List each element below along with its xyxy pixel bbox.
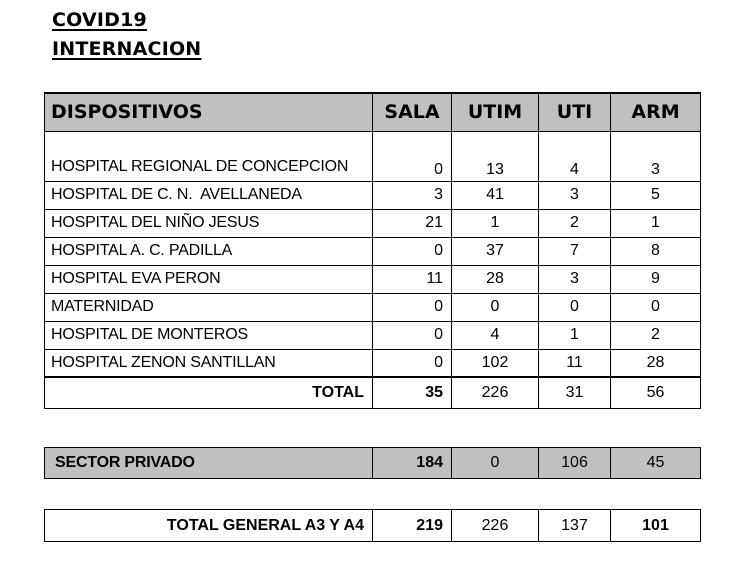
internacion-table [44,92,701,409]
table-row [45,349,701,377]
row-sala: 3 [373,181,452,209]
privado-uti: 106 [539,448,611,479]
row-name: HOSPITAL DEL NIÑO JESUS [45,209,373,237]
row-utim: 13 [452,131,539,181]
row-uti: 0 [539,293,611,321]
row-sala: 0 [373,321,452,349]
row-uti: 2 [539,209,611,237]
sector-privado-row [45,448,701,479]
privado-arm: 45 [611,448,701,479]
table-row [45,181,701,209]
general-utim: 226 [452,510,539,542]
header-row [45,93,701,131]
row-name: HOSPITAL A. C. PADILLA [45,237,373,265]
row-arm: 0 [611,293,701,321]
header-uti: UTI [539,93,611,131]
privado-label: SECTOR PRIVADO [45,448,373,479]
row-uti: 7 [539,237,611,265]
header-dispositivos: DISPOSITIVOS [45,93,373,131]
row-name: HOSPITAL EVA PERON [45,265,373,293]
row-name: HOSPITAL DE C. N. AVELLANEDA [45,181,373,209]
sector-privado-table [44,447,701,479]
table-row [45,321,701,349]
row-utim: 1 [452,209,539,237]
row-name: HOSPITAL DE MONTEROS [45,321,373,349]
total-row [45,377,701,408]
row-utim: 0 [452,293,539,321]
total-utim: 226 [452,377,539,408]
row-uti: 1 [539,321,611,349]
title-covid19: COVID19 [52,9,147,31]
row-arm: 28 [611,349,701,377]
row-name: HOSPITAL ZENON SANTILLAN [45,349,373,377]
table-row [45,131,701,181]
row-arm: 9 [611,265,701,293]
row-sala: 21 [373,209,452,237]
row-uti: 11 [539,349,611,377]
general-sala: 219 [373,510,452,542]
row-arm: 1 [611,209,701,237]
table-row [45,209,701,237]
row-sala: 0 [373,349,452,377]
row-utim: 102 [452,349,539,377]
row-name: MATERNIDAD [45,293,373,321]
table-row [45,237,701,265]
row-name: HOSPITAL REGIONAL DE CONCEPCION [45,131,373,181]
row-uti: 4 [539,131,611,181]
row-sala: 0 [373,293,452,321]
row-sala: 0 [373,131,452,181]
table-row [45,265,701,293]
total-general-table [44,509,701,542]
row-arm: 2 [611,321,701,349]
row-utim: 4 [452,321,539,349]
row-arm: 8 [611,237,701,265]
row-sala: 0 [373,237,452,265]
general-uti: 137 [539,510,611,542]
privado-sala: 184 [373,448,452,479]
general-arm: 101 [611,510,701,542]
general-label: TOTAL GENERAL A3 Y A4 [45,510,373,542]
row-arm: 3 [611,131,701,181]
total-arm: 56 [611,377,701,408]
privado-utim: 0 [452,448,539,479]
header-arm: ARM [611,93,701,131]
row-arm: 5 [611,181,701,209]
table-row [45,293,701,321]
row-utim: 28 [452,265,539,293]
row-uti: 3 [539,265,611,293]
row-uti: 3 [539,181,611,209]
row-utim: 41 [452,181,539,209]
header-sala: SALA [373,93,452,131]
title-internacion: INTERNACION [52,38,202,60]
total-uti: 31 [539,377,611,408]
header-utim: UTIM [452,93,539,131]
total-label: TOTAL [45,377,373,408]
row-sala: 11 [373,265,452,293]
row-utim: 37 [452,237,539,265]
total-sala: 35 [373,377,452,408]
total-general-row [45,510,701,542]
